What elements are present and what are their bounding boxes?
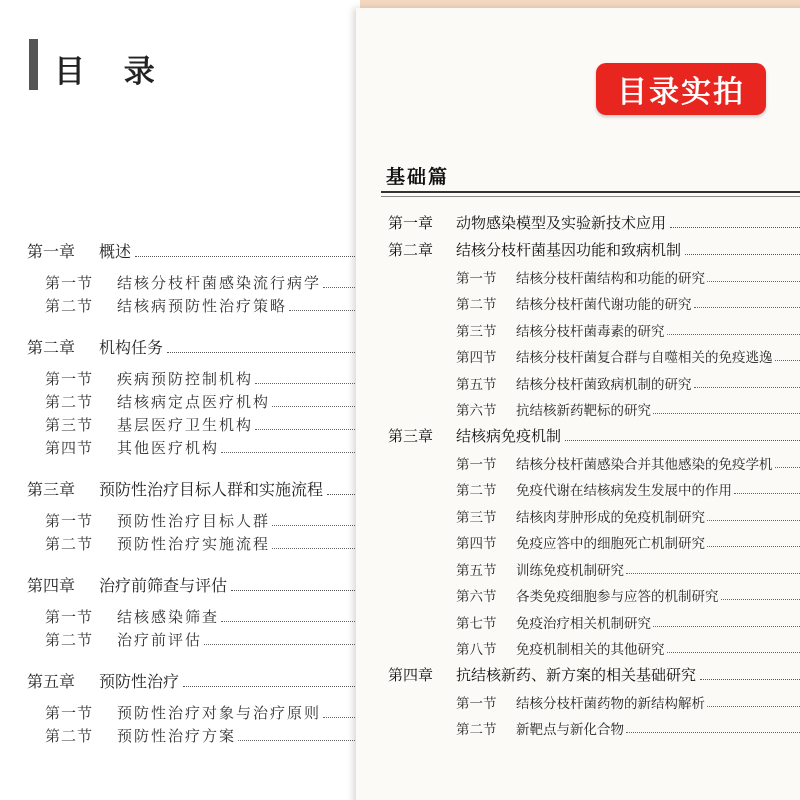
section-title: 结核病定点医疗机构	[117, 393, 271, 411]
leader-dots	[565, 440, 800, 441]
leader-dots	[667, 652, 800, 653]
left-page	[0, 0, 360, 800]
leader-dots	[167, 352, 360, 353]
section-title: 结核分枝杆菌致病机制的研究	[516, 376, 692, 393]
section-number: 第一节	[45, 704, 94, 722]
toc-section[interactable]	[388, 473, 800, 500]
leader-dots	[221, 452, 360, 453]
chapter-title: 抗结核新药、新方案的相关基础研究	[456, 666, 697, 684]
toc-chapter[interactable]	[388, 206, 800, 233]
spacer	[27, 262, 360, 270]
toc-section[interactable]	[388, 526, 800, 553]
section-number: 第二节	[45, 535, 94, 553]
leader-dots	[221, 621, 360, 622]
toc-chapter[interactable]	[27, 662, 360, 692]
section-title: 结核肉芽肿形成的免疫机制研究	[516, 509, 705, 526]
section-title: 预防性治疗对象与治疗原则	[117, 704, 322, 722]
section-title: 免疫治疗相关机制研究	[516, 615, 651, 632]
section-number: 第一节	[45, 608, 94, 626]
leader-dots	[272, 548, 360, 549]
chapter-title: 概述	[99, 242, 132, 261]
leader-dots	[721, 599, 800, 600]
chapter-title: 治疗前筛查与评估	[99, 576, 228, 595]
toc-section[interactable]	[388, 712, 800, 739]
section-number: 第四节	[45, 439, 94, 457]
leader-dots	[653, 626, 800, 627]
toc-section[interactable]	[27, 412, 360, 435]
section-title: 训练免疫机制研究	[516, 562, 624, 579]
leader-dots	[653, 413, 800, 414]
section-number: 第八节	[456, 642, 497, 658]
chapter-number: 第三章	[388, 427, 434, 445]
section-title: 结核分枝杆菌结构和功能的研究	[516, 270, 705, 287]
toc-chapter[interactable]	[27, 328, 360, 358]
section-number: 第二节	[45, 297, 94, 315]
leader-dots	[289, 310, 360, 311]
leader-dots	[707, 281, 800, 282]
section-title: 结核分枝杆菌药物的新结构解析	[516, 695, 705, 712]
leader-dots	[231, 590, 360, 591]
toc-chapter[interactable]	[27, 232, 360, 262]
toc-section[interactable]	[27, 627, 360, 650]
chapter-number: 第四章	[27, 576, 76, 595]
section-title: 结核分枝杆菌感染合并其他感染的免疫学机	[516, 456, 773, 473]
section-title: 治疗前评估	[117, 631, 203, 649]
toc-chapter[interactable]	[27, 566, 360, 596]
chapter-number: 第二章	[388, 241, 434, 259]
section-number: 第一节	[456, 695, 497, 712]
leader-dots	[183, 686, 360, 687]
toc-section[interactable]	[388, 313, 800, 340]
leader-dots	[775, 467, 800, 468]
toc-section[interactable]	[388, 552, 800, 579]
toc-section[interactable]	[27, 293, 360, 316]
chapter-title: 结核病免疫机制	[456, 427, 562, 445]
toc-section[interactable]	[27, 723, 360, 746]
toc-chapter[interactable]	[388, 233, 800, 260]
section-number: 第一节	[456, 270, 497, 287]
chapter-number: 第四章	[388, 666, 434, 684]
toc-section[interactable]	[388, 393, 800, 420]
toc-section[interactable]	[388, 632, 800, 659]
section-number: 第一节	[45, 370, 94, 388]
leader-dots	[255, 383, 360, 384]
section-title: 预防性治疗目标人群	[117, 512, 271, 530]
toc-section[interactable]	[27, 508, 360, 531]
leader-dots	[272, 406, 360, 407]
chapter-title: 预防性治疗目标人群和实施流程	[99, 480, 324, 499]
spacer	[27, 358, 360, 366]
section-title: 结核感染筛查	[117, 608, 220, 626]
section-title: 结核分枝杆菌毒素的研究	[516, 323, 665, 340]
section-number: 第四节	[456, 536, 497, 552]
section-title: 结核分枝杆菌代谢功能的研究	[516, 297, 692, 313]
toc-chapter[interactable]	[388, 419, 800, 446]
leader-dots	[255, 429, 360, 430]
leader-dots	[700, 679, 800, 680]
toc-section[interactable]	[27, 389, 360, 412]
chapter-number: 第三章	[27, 480, 76, 499]
section-title: 抗结核新药靶标的研究	[516, 403, 651, 419]
chapter-number: 第二章	[27, 338, 76, 357]
leader-dots	[734, 493, 800, 494]
toc-chapter[interactable]	[27, 470, 360, 500]
section-title: 结核病预防性治疗策略	[117, 297, 288, 315]
leader-dots	[323, 287, 360, 288]
part-divider	[381, 191, 800, 194]
leader-dots	[626, 732, 800, 733]
part-divider-thin	[381, 196, 800, 197]
section-number: 第五节	[456, 376, 497, 393]
page-title: 目 录	[54, 54, 169, 90]
section-number: 第二节	[45, 631, 94, 649]
toc-section[interactable]	[27, 270, 360, 293]
toc-section[interactable]	[388, 340, 800, 367]
section-title: 疾病预防控制机构	[117, 370, 254, 388]
toc-section[interactable]	[27, 700, 360, 723]
section-number: 第二节	[456, 483, 497, 499]
toc-section[interactable]	[388, 685, 800, 712]
toc-section[interactable]	[388, 446, 800, 473]
leader-dots	[694, 387, 800, 388]
chapter-title: 机构任务	[99, 338, 164, 357]
toc-section[interactable]	[27, 435, 360, 458]
section-number: 第二节	[45, 727, 94, 745]
toc-section[interactable]	[27, 604, 360, 627]
chapter-title: 结核分枝杆菌基因功能和致病机制	[456, 241, 682, 259]
left-toc	[27, 232, 360, 746]
spacer	[27, 692, 360, 700]
leader-dots	[667, 334, 800, 335]
section-number: 第二节	[456, 722, 497, 738]
chapter-title: 动物感染模型及实验新技术应用	[456, 214, 667, 232]
section-number: 第六节	[456, 403, 497, 419]
section-title: 免疫应答中的细胞死亡机制研究	[516, 536, 705, 552]
leader-dots	[238, 740, 360, 741]
section-title: 免疫机制相关的其他研究	[516, 642, 665, 658]
section-number: 第四节	[456, 350, 497, 366]
chapter-number: 第五章	[27, 672, 76, 691]
spacer	[27, 500, 360, 508]
leader-dots	[135, 256, 360, 257]
toc-section[interactable]	[27, 531, 360, 554]
leader-dots	[707, 520, 800, 521]
section-title: 新靶点与新化合物	[516, 722, 624, 738]
chapter-number: 第一章	[388, 214, 434, 232]
chapter-number: 第一章	[27, 242, 76, 261]
toc-section[interactable]	[27, 366, 360, 389]
section-title: 免疫代谢在结核病发生发展中的作用	[516, 483, 732, 499]
section-number: 第一节	[45, 512, 94, 530]
section-title: 基层医疗卫生机构	[117, 416, 254, 434]
title-accent-bar	[29, 39, 38, 90]
leader-dots	[775, 360, 800, 361]
right-page	[356, 8, 800, 800]
section-number: 第一节	[45, 274, 94, 292]
leader-dots	[685, 254, 800, 255]
leader-dots	[707, 546, 800, 547]
part-title: 基础篇	[386, 166, 450, 188]
section-number: 第二节	[456, 297, 497, 313]
section-title: 结核分枝杆菌复合群与自噬相关的免疫逃逸	[516, 350, 773, 366]
section-number: 第七节	[456, 615, 497, 632]
section-number: 第五节	[456, 562, 497, 579]
section-number: 第三节	[456, 323, 497, 340]
leader-dots	[707, 706, 800, 707]
photo-badge: 目录实拍	[596, 63, 766, 115]
toc-section[interactable]	[388, 287, 800, 314]
section-title: 其他医疗机构	[117, 439, 220, 457]
toc-section[interactable]	[388, 366, 800, 393]
section-number: 第三节	[456, 509, 497, 526]
chapter-title: 预防性治疗	[99, 672, 180, 691]
section-title: 结核分枝杆菌感染流行病学	[117, 274, 322, 292]
section-number: 第一节	[456, 456, 497, 473]
leader-dots	[272, 525, 360, 526]
right-toc	[388, 206, 800, 738]
toc-section[interactable]	[388, 605, 800, 632]
section-title: 预防性治疗方案	[117, 727, 237, 745]
leader-dots	[694, 307, 800, 308]
section-number: 第六节	[456, 589, 497, 605]
leader-dots	[626, 573, 800, 574]
leader-dots	[670, 227, 800, 228]
section-number: 第二节	[45, 393, 94, 411]
leader-dots	[323, 717, 360, 718]
toc-section[interactable]	[388, 499, 800, 526]
section-title: 各类免疫细胞参与应答的机制研究	[516, 589, 719, 605]
section-number: 第三节	[45, 416, 94, 434]
spacer	[27, 596, 360, 604]
leader-dots	[204, 644, 360, 645]
section-title: 预防性治疗实施流程	[117, 535, 271, 553]
toc-chapter[interactable]	[388, 658, 800, 685]
toc-section[interactable]	[388, 579, 800, 606]
toc-section[interactable]	[388, 260, 800, 287]
